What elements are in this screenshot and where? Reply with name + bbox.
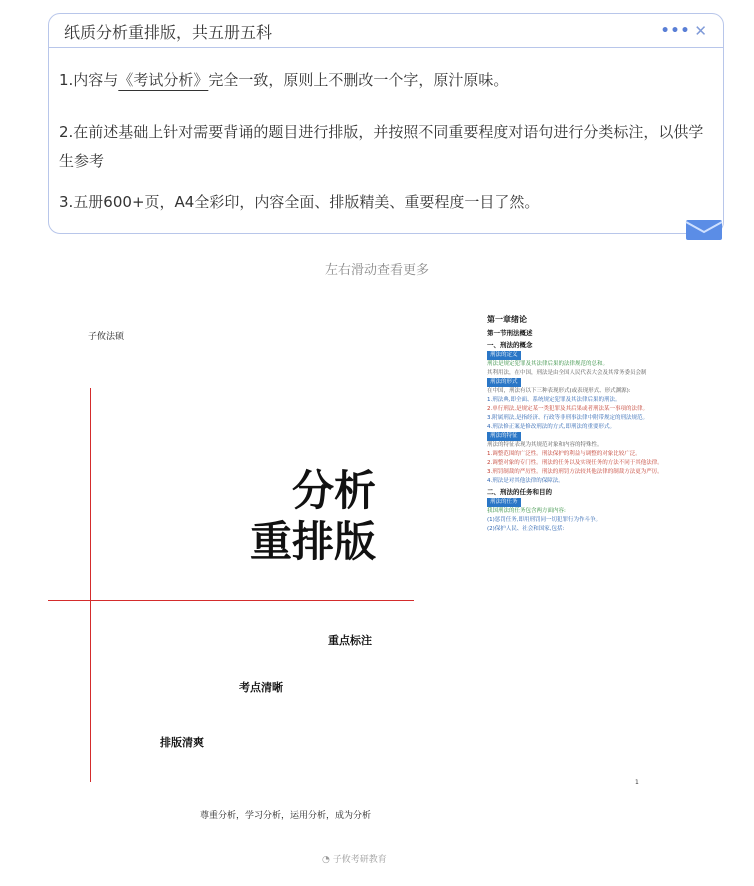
envelope-icon xyxy=(685,219,723,241)
cover-keyword-3: 排版清爽 xyxy=(160,736,204,749)
red-vertical-line xyxy=(90,388,91,782)
doc-tag-3: 刑法的特征 xyxy=(487,432,521,441)
doc-p2c: 2.单行刑法,是规定某一类犯罪及其后果或者刑法某一事项的法律。 xyxy=(487,406,648,412)
wechat-icon: ◔ xyxy=(322,855,333,865)
doc-p2d: 3.附属刑法,是指经济、行政等非刑事法律中附带规定的刑法规范。 xyxy=(487,415,648,421)
doc-sub2: 二、刑法的任务和目的 xyxy=(487,488,552,496)
cover-page[interactable] xyxy=(48,318,456,838)
cover-keyword-1: 重点标注 xyxy=(328,634,372,647)
doc-p3d: 3.刑罚制裁的严厉性。刑法的刑罚方法较其他法律的制裁方法更为严厉。 xyxy=(487,469,663,475)
card-header xyxy=(49,14,723,48)
cover-title-line1: 分析 xyxy=(291,466,376,515)
doc-chapter: 第一章绪论 xyxy=(487,315,527,324)
doc-p1b: 其利用法，在中国，刑法是由全国人民代表大会及其常务委员会制 xyxy=(487,370,647,376)
red-horizontal-line xyxy=(48,600,414,601)
doc-p3c: 2.调整对象的专门性。刑法的任务以及实现任务的方法不同于其他法律。 xyxy=(487,460,663,466)
watermark-text: 子攸考研教育 xyxy=(332,855,387,865)
doc-p2b: 1.刑法典,即全面、系统规定犯罪及其法律后果的刑法。 xyxy=(487,397,621,403)
doc-p3a: 刑法的特征表现为其规范对象和内容的特殊性。 xyxy=(487,442,603,448)
doc-p4c: (2)保护人民、社会和国家,包括: xyxy=(487,526,565,532)
watermark xyxy=(322,852,387,865)
card-title: 纸质分析重排版，共五册五科 xyxy=(64,23,273,42)
cover-title-line2: 重排版 xyxy=(249,517,376,566)
cover-keyword-2: 考点清晰 xyxy=(239,681,283,694)
document-page[interactable] xyxy=(487,313,754,793)
book-title-link: 《考试分析》 xyxy=(118,71,209,89)
doc-p3e: 4.刑法是对其他法律的保障法。 xyxy=(487,478,564,484)
feature-line-1 xyxy=(59,66,709,95)
cover-footer: 尊重分析，学习分析，运用分析，成为分析 xyxy=(200,811,372,821)
feature-line-2: 2.在前述基础上针对需要背诵的题目进行排版，并按照不同重要程度对语句进行分类标注，以供学生参考 xyxy=(59,123,704,170)
feature-line-3: 3.五册600+页，A4全彩印，内容全面、排版精美、重要程度一目了然。 xyxy=(59,193,540,211)
info-card xyxy=(48,13,724,234)
card-icons xyxy=(661,22,707,40)
doc-p4b: (1)惩罚任务,即用刑罚同一切犯罪行为作斗争。 xyxy=(487,517,602,523)
close-icon[interactable]: ✕ xyxy=(694,22,707,40)
doc-page-number: 1 xyxy=(635,779,639,786)
doc-p1a: 刑法是规定犯罪及其法律后果的法律规范的总和。 xyxy=(487,361,609,367)
doc-sub1: 一、刑法的概念 xyxy=(487,341,533,349)
doc-tag-2: 刑法的形式 xyxy=(487,378,521,387)
doc-p2a: 在中国，刑法有以下三种表现形式(或表现形式、形式渊源): xyxy=(487,388,631,394)
swipe-hint: 左右滑动查看更多 xyxy=(324,263,429,278)
doc-tag-4: 刑法的任务 xyxy=(487,498,521,507)
line1-suffix: 完全一致，原则上不删改一个字，原汁原味。 xyxy=(208,71,509,89)
doc-p3b: 1.调整范围的广泛性。刑法保护的利益与调整的对象比较广泛。 xyxy=(487,451,641,457)
more-dots-icon[interactable]: ••• xyxy=(660,23,691,39)
line1-prefix: 1.内容与 xyxy=(59,71,119,89)
doc-p4a: 我国刑法的任务包含两方面内容: xyxy=(487,508,566,514)
cover-brand: 子攸法硕 xyxy=(88,332,125,342)
doc-tag-1: 刑法的定义 xyxy=(487,351,521,360)
doc-p2e: 4.刑法修正案是修改刑法的方式,即刑法的重要形式。 xyxy=(487,424,615,430)
doc-section: 第一节刑法概述 xyxy=(487,329,533,337)
